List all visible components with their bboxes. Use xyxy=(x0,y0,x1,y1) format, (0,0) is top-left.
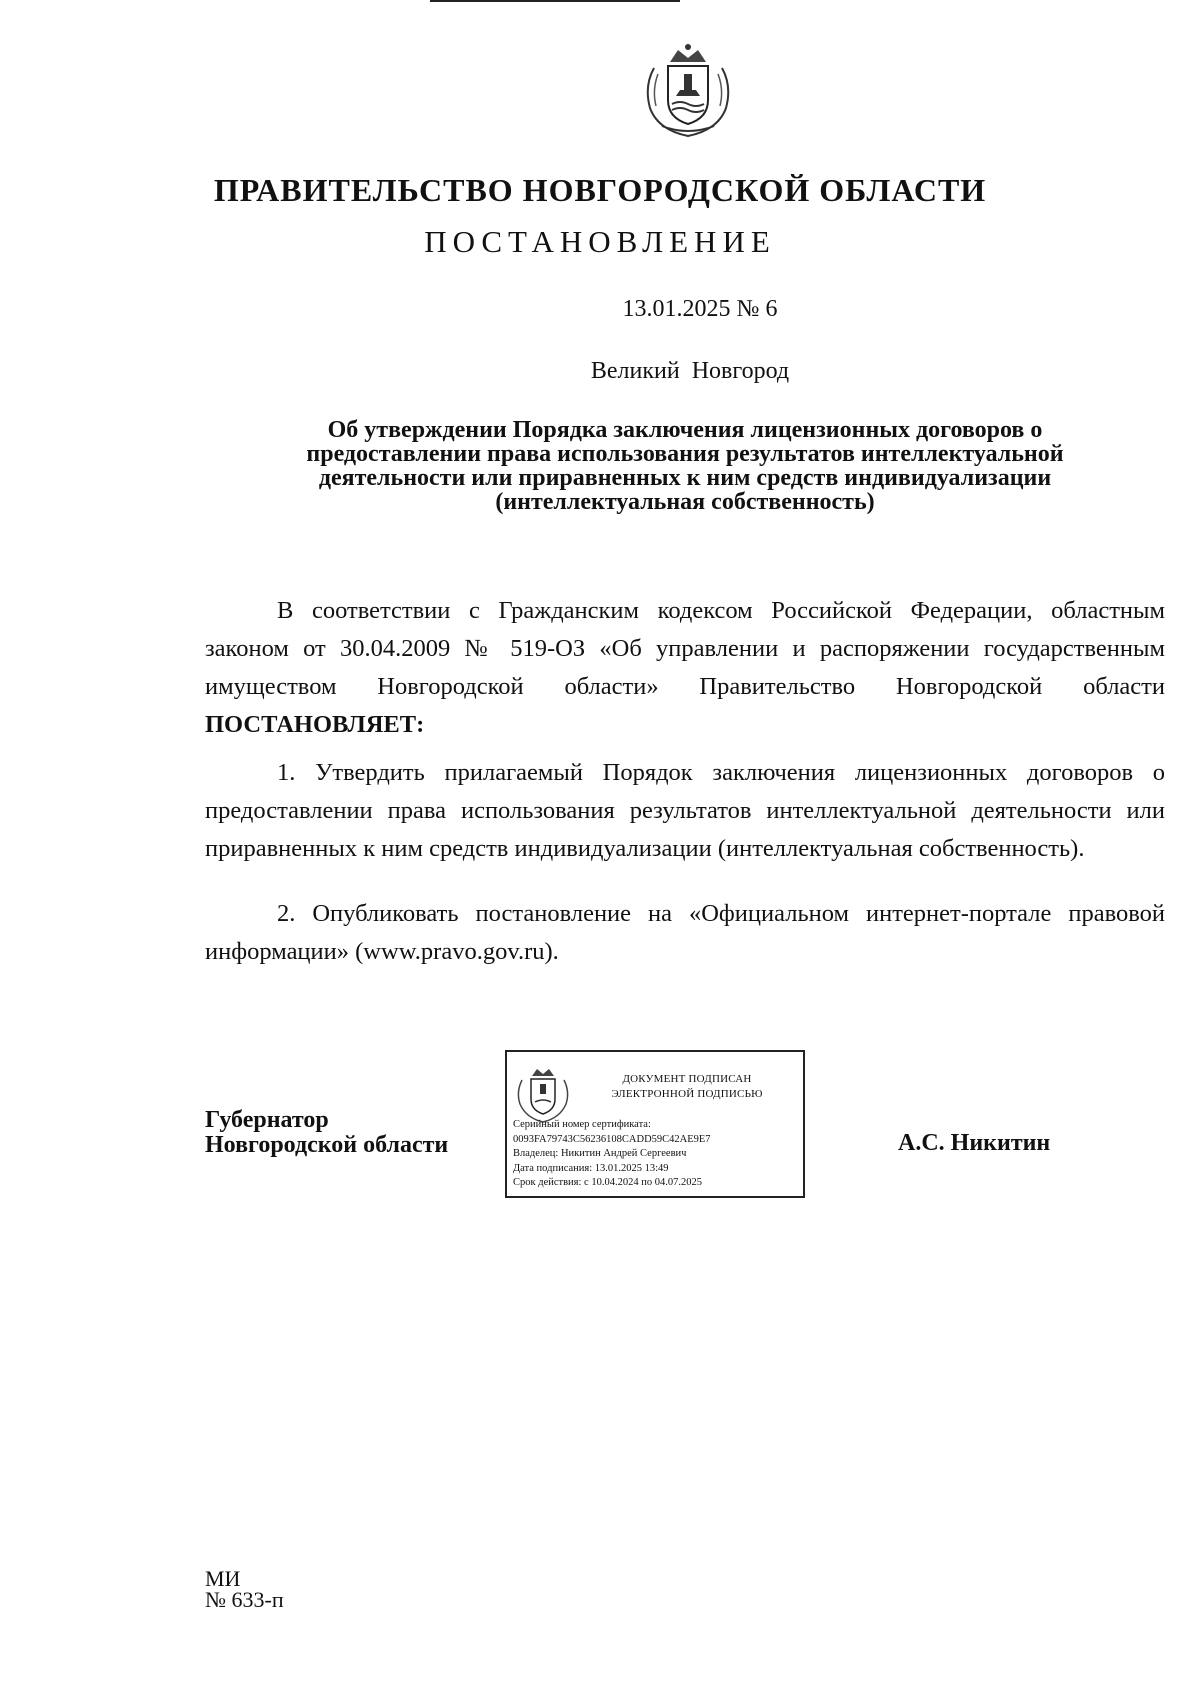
coat-of-arms-icon xyxy=(514,1062,572,1124)
electronic-signature-stamp xyxy=(505,1050,805,1198)
serial-number: 0093FA79743C56236108CADD59C42AE9E7 xyxy=(513,1133,711,1145)
registration-number: № 633-п xyxy=(205,1587,284,1612)
stamp-details xyxy=(513,1118,801,1191)
position-line: Новгородской области xyxy=(205,1132,449,1158)
organization-title: ПРАВИТЕЛЬСТВО НОВГОРОДСКОЙ ОБЛАСТИ xyxy=(213,172,987,208)
preamble-text: В соответствии с Гражданским кодексом Российской Федерации, областным законом от 30.04.2009 № 519-ОЗ «Об управлении и распоряжении государственным имуществом Новгородской области» Правительство Новгородской области xyxy=(205,597,1165,700)
signing-date: Дата подписания: 13.01.2025 13:49 xyxy=(513,1162,669,1174)
signatory-position xyxy=(205,1108,448,1158)
executor-initials: МИ xyxy=(205,1566,241,1591)
stamp-heading xyxy=(577,1072,797,1102)
item-2-paragraph xyxy=(205,895,1165,971)
item-1-text: 1. Утвердить прилагаемый Порядок заключения лицензионных договоров о предоставлении права использования результатов интеллектуальной деятельности или приравненных к ним средств индивидуализации (интеллектуальная собственность). xyxy=(205,759,1165,862)
certificate-owner: Владелец: Никитин Андрей Сергеевич xyxy=(513,1148,687,1159)
subject-line: Об утверждении Порядка заключения лицензионных договоров о xyxy=(327,417,1043,443)
document-subject xyxy=(215,418,1155,514)
subject-line: предоставлении права использования результатов интеллектуальной xyxy=(306,441,1064,467)
position-line: Губернатор xyxy=(205,1107,329,1133)
validity-period: Срок действия: с 10.04.2024 по 04.07.2025 xyxy=(513,1177,702,1188)
date-and-number: 13.01.2025 № 6 xyxy=(622,296,778,322)
document-footer xyxy=(205,1568,284,1610)
stamp-heading-line: ДОКУМЕНТ ПОДПИСАН xyxy=(622,1073,752,1085)
signatory-name: А.С. Никитин xyxy=(898,1130,1051,1156)
item-1-paragraph xyxy=(205,754,1165,868)
top-rule xyxy=(430,0,680,2)
serial-label: Серийный номер сертификата: xyxy=(513,1119,651,1130)
decree-word: ПОСТАНОВЛЯЕТ: xyxy=(205,711,425,738)
preamble-paragraph xyxy=(205,592,1165,744)
coat-of-arms-icon xyxy=(640,38,736,140)
stamp-heading-line: ЭЛЕКТРОННОЙ ПОДПИСЬЮ xyxy=(611,1088,763,1100)
item-2-text: 2. Опубликовать постановление на «Официальном интернет-портале правовой информации» (www.pravo.gov.ru). xyxy=(205,900,1165,965)
document-type: ПОСТАНОВЛЕНИЕ xyxy=(424,224,776,259)
city: Великий Новгород xyxy=(590,358,790,384)
subject-line: (интеллектуальная собственность) xyxy=(495,489,875,515)
subject-line: деятельности или приравненных к ним средств индивидуализации xyxy=(318,465,1052,491)
